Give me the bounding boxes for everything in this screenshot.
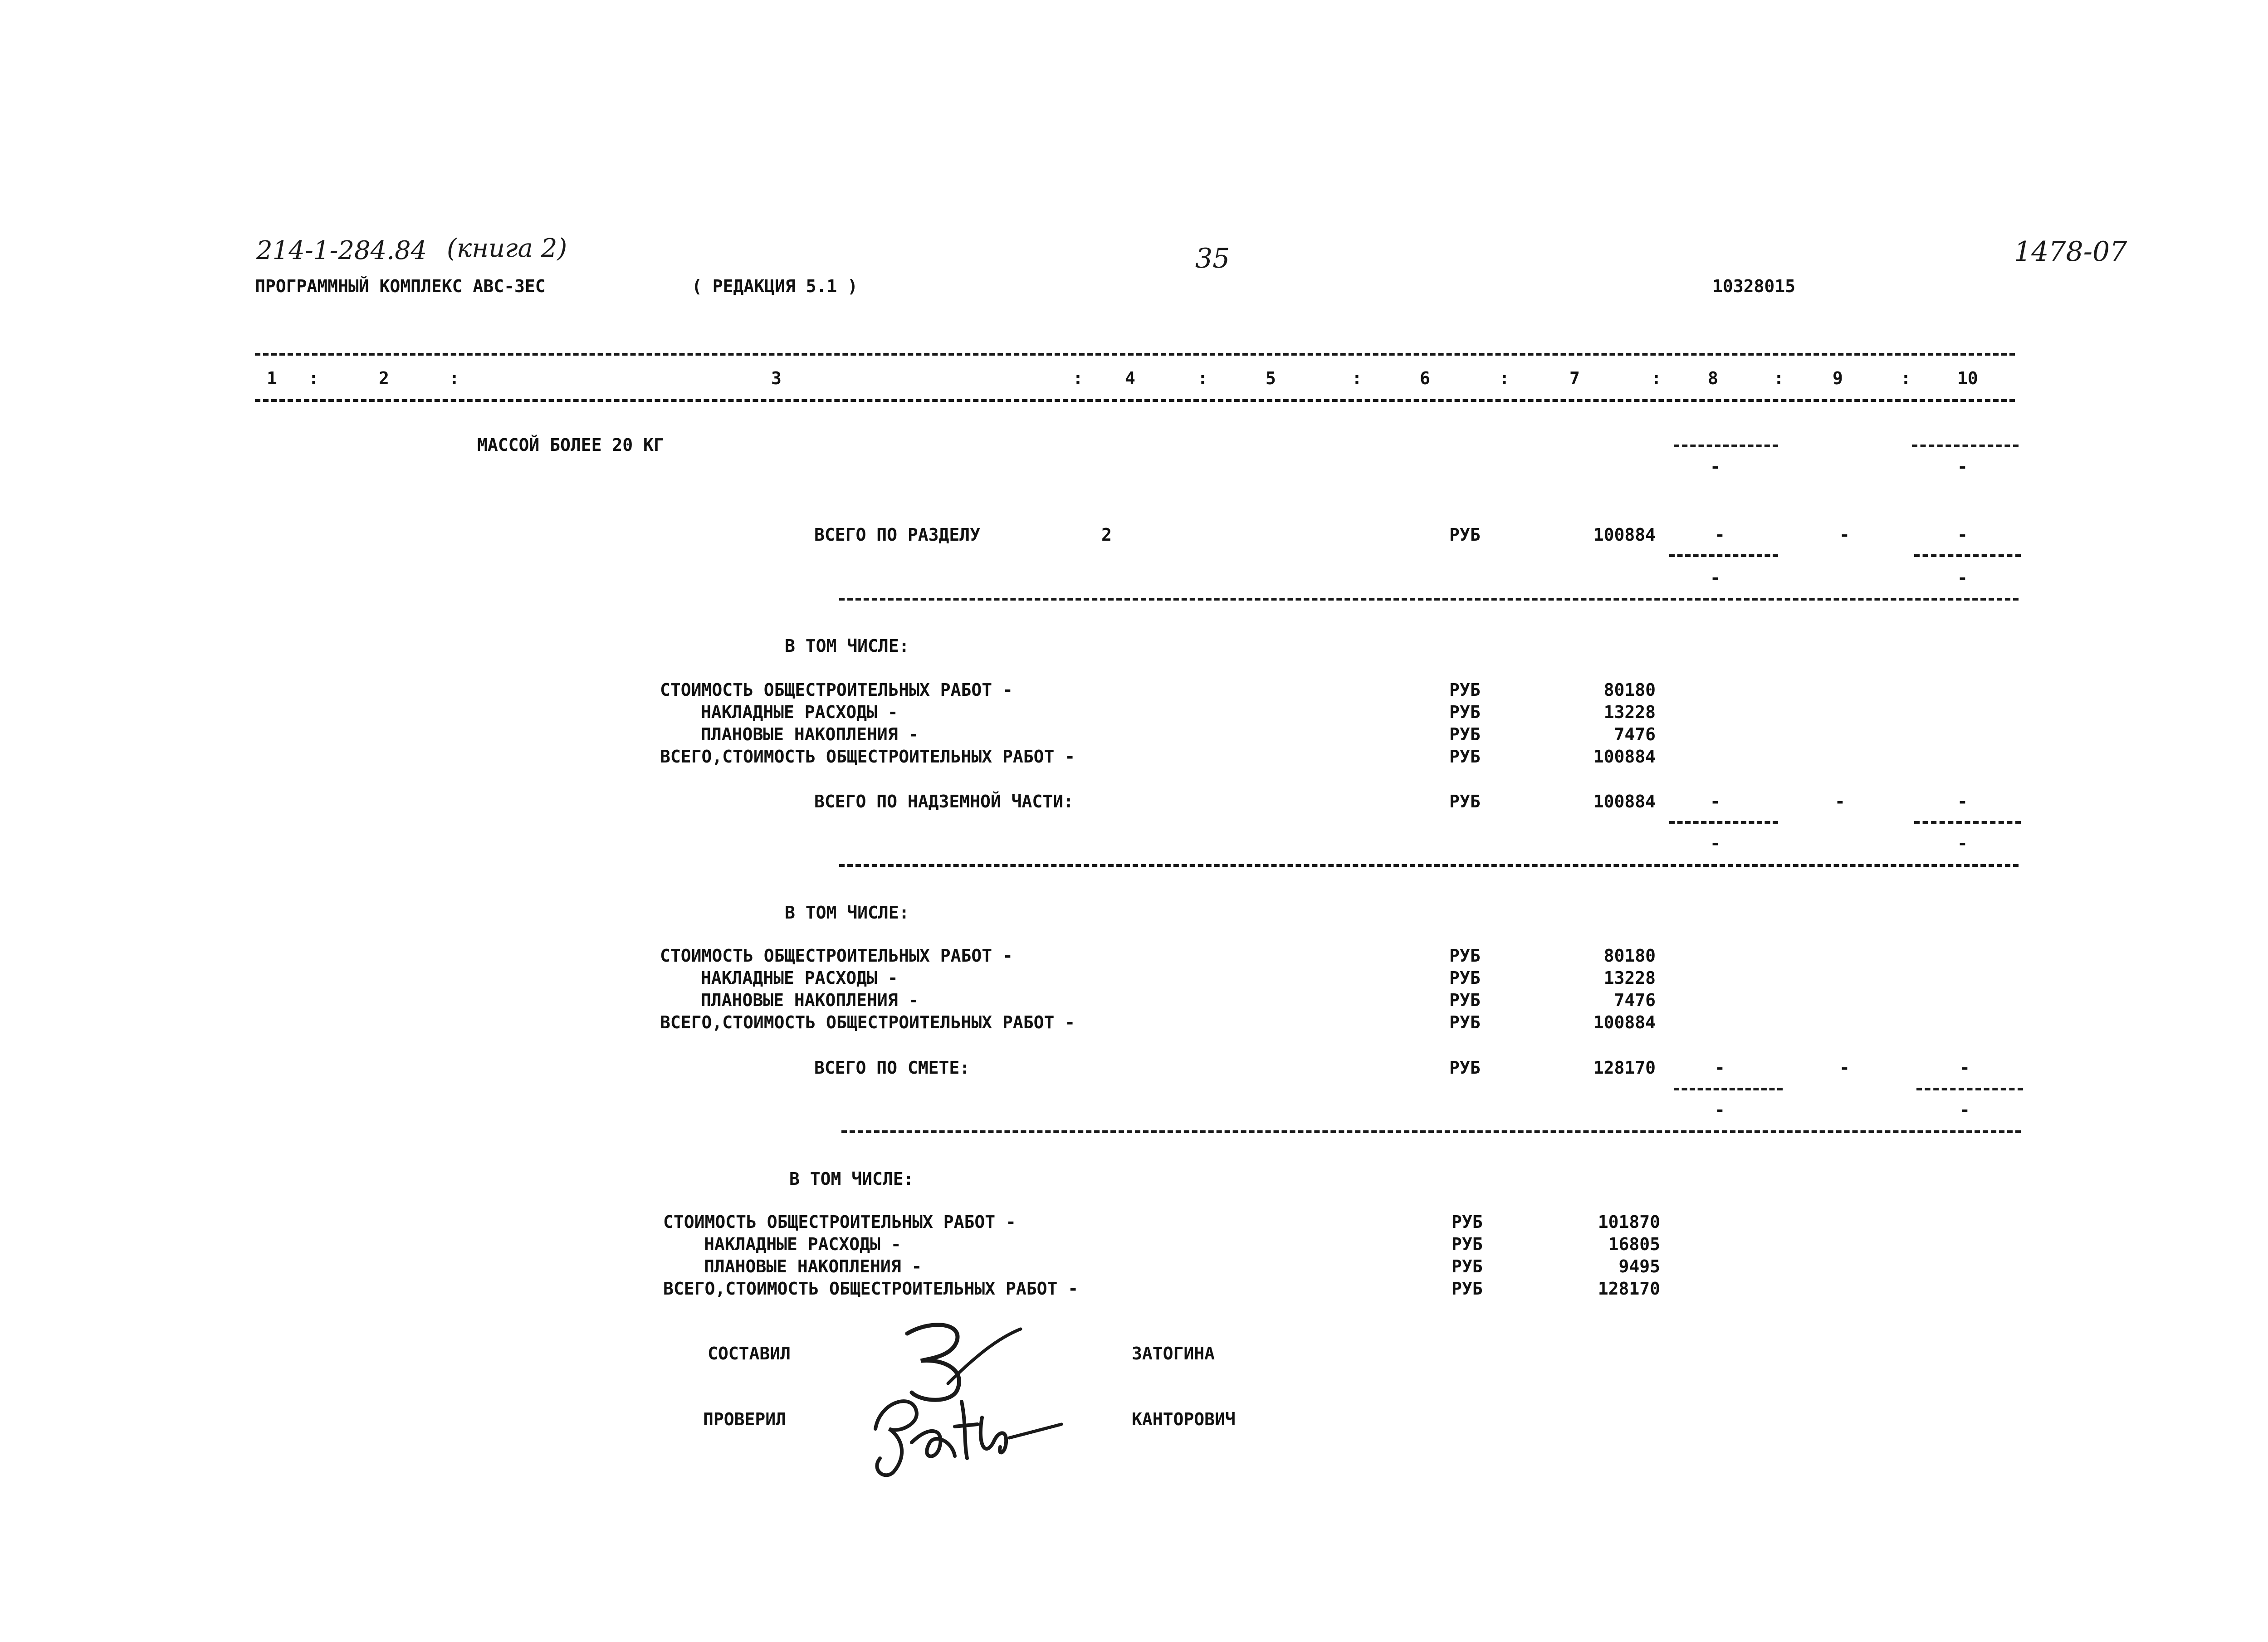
handwritten-signature-checked bbox=[862, 1374, 1070, 1483]
column-separator: : bbox=[449, 368, 459, 388]
column-10-dash: - bbox=[1957, 792, 1968, 811]
column-number: 8 bbox=[1708, 368, 1718, 388]
cost-row-value: 128170 bbox=[1598, 1279, 1660, 1299]
unit-label: РУБ bbox=[1452, 1256, 1483, 1276]
cost-row-label: СТОИМОСТЬ ОБЩЕСТРОИТЕЛЬНЫХ РАБОТ - bbox=[660, 680, 1013, 700]
column-number: 4 bbox=[1125, 368, 1135, 388]
item-description: МАССОЙ БОЛЕЕ 20 КГ bbox=[477, 435, 664, 455]
column-8-rule bbox=[1674, 445, 1778, 447]
cost-row-value: 80180 bbox=[1603, 946, 1656, 966]
estimate-total-value: 128170 bbox=[1593, 1058, 1656, 1078]
unit-label: РУБ bbox=[1449, 680, 1481, 700]
section-number: 2 bbox=[1101, 525, 1112, 545]
column-number: 5 bbox=[1266, 368, 1276, 388]
cost-row-value: 100884 bbox=[1593, 1012, 1656, 1032]
corner-code: 1478-07 bbox=[2014, 236, 2127, 268]
document-code: 214-1-284.84 bbox=[256, 236, 427, 265]
unit-label: РУБ bbox=[1449, 525, 1481, 545]
cost-row-label: ВСЕГО,СТОИМОСТЬ ОБЩЕСТРОИТЕЛЬНЫХ РАБОТ - bbox=[660, 1012, 1075, 1032]
column-8-rule bbox=[1669, 554, 1778, 557]
column-8-dash: - bbox=[1715, 1100, 1725, 1120]
document-number: 10328015 bbox=[1712, 276, 1796, 296]
column-10-dash: - bbox=[1957, 457, 1968, 477]
column-number: 6 bbox=[1420, 368, 1430, 388]
column-10-dash: - bbox=[1957, 833, 1968, 853]
column-10-dash: - bbox=[1960, 1058, 1970, 1078]
column-8-dash: - bbox=[1710, 792, 1721, 811]
table-rule-top bbox=[255, 353, 2015, 356]
unit-label: РУБ bbox=[1449, 946, 1481, 966]
program-edition: ( РЕДАКЦИЯ 5.1 ) bbox=[692, 276, 858, 296]
cost-row-value: 9495 bbox=[1618, 1256, 1660, 1276]
column-9-dash: - bbox=[1835, 792, 1845, 811]
column-10-rule bbox=[1914, 821, 2021, 824]
column-10-rule bbox=[1914, 554, 2021, 557]
column-10-rule bbox=[1916, 1088, 2023, 1090]
cost-row-label: СТОИМОСТЬ ОБЩЕСТРОИТЕЛЬНЫХ РАБОТ - bbox=[663, 1212, 1016, 1232]
page-number: 35 bbox=[1195, 243, 1230, 274]
section-rule bbox=[841, 1130, 2021, 1133]
unit-label: РУБ bbox=[1449, 792, 1481, 811]
program-title: ПРОГРАММНЫЙ КОМПЛЕКС АВС-3ЕС bbox=[255, 276, 546, 296]
column-10-dash: - bbox=[1957, 525, 1968, 545]
column-separator: : bbox=[1901, 368, 1911, 388]
unit-label: РУБ bbox=[1449, 1058, 1481, 1078]
section-rule bbox=[839, 864, 2019, 867]
section-total-label: ВСЕГО ПО РАЗДЕЛУ bbox=[814, 525, 981, 545]
column-8-dash: - bbox=[1715, 1058, 1725, 1078]
cost-row-value: 16805 bbox=[1608, 1234, 1660, 1254]
compiled-by-name: ЗАТОГИНА bbox=[1132, 1344, 1215, 1363]
includes-heading: В ТОМ ЧИСЛЕ: bbox=[789, 1169, 914, 1189]
cost-row-value: 101870 bbox=[1598, 1212, 1660, 1232]
unit-label: РУБ bbox=[1452, 1212, 1483, 1232]
column-8-dash: - bbox=[1715, 525, 1725, 545]
column-number: 1 bbox=[267, 368, 277, 388]
section-total-value: 100884 bbox=[1593, 525, 1656, 545]
aboveground-total-value: 100884 bbox=[1593, 792, 1656, 811]
unit-label: РУБ bbox=[1449, 1012, 1481, 1032]
column-8-rule bbox=[1669, 821, 1778, 824]
column-separator: : bbox=[1352, 368, 1362, 388]
column-8-dash: - bbox=[1710, 833, 1721, 853]
cost-row-label: НАКЛАДНЫЕ РАСХОДЫ - bbox=[704, 1234, 901, 1254]
cost-row-value: 13228 bbox=[1603, 702, 1656, 722]
cost-row-label: ПЛАНОВЫЕ НАКОПЛЕНИЯ - bbox=[701, 724, 919, 744]
cost-row-value: 7476 bbox=[1614, 990, 1656, 1010]
column-number: 3 bbox=[771, 368, 782, 388]
column-separator: : bbox=[308, 368, 319, 388]
cost-row-value: 80180 bbox=[1603, 680, 1656, 700]
column-separator: : bbox=[1073, 368, 1083, 388]
column-number: 2 bbox=[379, 368, 389, 388]
book-note: (книга 2) bbox=[447, 234, 567, 263]
estimate-total-label: ВСЕГО ПО СМЕТЕ: bbox=[814, 1058, 970, 1078]
column-separator: : bbox=[1651, 368, 1662, 388]
column-9-dash: - bbox=[1839, 1058, 1850, 1078]
column-9-dash: - bbox=[1839, 525, 1850, 545]
cost-row-value: 100884 bbox=[1593, 747, 1656, 767]
includes-heading: В ТОМ ЧИСЛЕ: bbox=[785, 636, 909, 656]
cost-row-label: ВСЕГО,СТОИМОСТЬ ОБЩЕСТРОИТЕЛЬНЫХ РАБОТ - bbox=[663, 1279, 1079, 1299]
unit-label: РУБ bbox=[1449, 968, 1481, 988]
checked-by-label: ПРОВЕРИЛ bbox=[703, 1409, 787, 1429]
cost-row-label: ПЛАНОВЫЕ НАКОПЛЕНИЯ - bbox=[701, 990, 919, 1010]
unit-label: РУБ bbox=[1449, 724, 1481, 744]
cost-row-value: 13228 bbox=[1603, 968, 1656, 988]
unit-label: РУБ bbox=[1449, 990, 1481, 1010]
compiled-by-label: СОСТАВИЛ bbox=[708, 1344, 791, 1363]
column-8-rule bbox=[1674, 1088, 1783, 1090]
cost-row-label: НАКЛАДНЫЕ РАСХОДЫ - bbox=[701, 968, 898, 988]
column-10-rule bbox=[1912, 445, 2019, 447]
unit-label: РУБ bbox=[1449, 747, 1481, 767]
cost-row-value: 7476 bbox=[1614, 724, 1656, 744]
column-number: 7 bbox=[1569, 368, 1580, 388]
cost-row-label: НАКЛАДНЫЕ РАСХОДЫ - bbox=[701, 702, 898, 722]
column-number: 10 bbox=[1957, 368, 1978, 388]
unit-label: РУБ bbox=[1449, 702, 1481, 722]
column-10-dash: - bbox=[1960, 1100, 1970, 1120]
column-8-dash: - bbox=[1710, 568, 1721, 588]
cost-row-label: ПЛАНОВЫЕ НАКОПЛЕНИЯ - bbox=[704, 1256, 922, 1276]
column-separator: : bbox=[1499, 368, 1510, 388]
includes-heading: В ТОМ ЧИСЛЕ: bbox=[785, 903, 909, 923]
aboveground-total-label: ВСЕГО ПО НАДЗЕМНОЙ ЧАСТИ: bbox=[814, 792, 1074, 811]
checked-by-name: КАНТОРОВИЧ bbox=[1132, 1409, 1236, 1429]
column-separator: : bbox=[1198, 368, 1208, 388]
column-separator: : bbox=[1774, 368, 1784, 388]
table-rule-header bbox=[255, 399, 2015, 402]
unit-label: РУБ bbox=[1452, 1234, 1483, 1254]
column-8-dash: - bbox=[1710, 457, 1721, 477]
cost-row-label: ВСЕГО,СТОИМОСТЬ ОБЩЕСТРОИТЕЛЬНЫХ РАБОТ - bbox=[660, 747, 1075, 767]
unit-label: РУБ bbox=[1452, 1279, 1483, 1299]
column-10-dash: - bbox=[1957, 568, 1968, 588]
column-number: 9 bbox=[1833, 368, 1843, 388]
cost-row-label: СТОИМОСТЬ ОБЩЕСТРОИТЕЛЬНЫХ РАБОТ - bbox=[660, 946, 1013, 966]
section-rule bbox=[839, 598, 2019, 601]
